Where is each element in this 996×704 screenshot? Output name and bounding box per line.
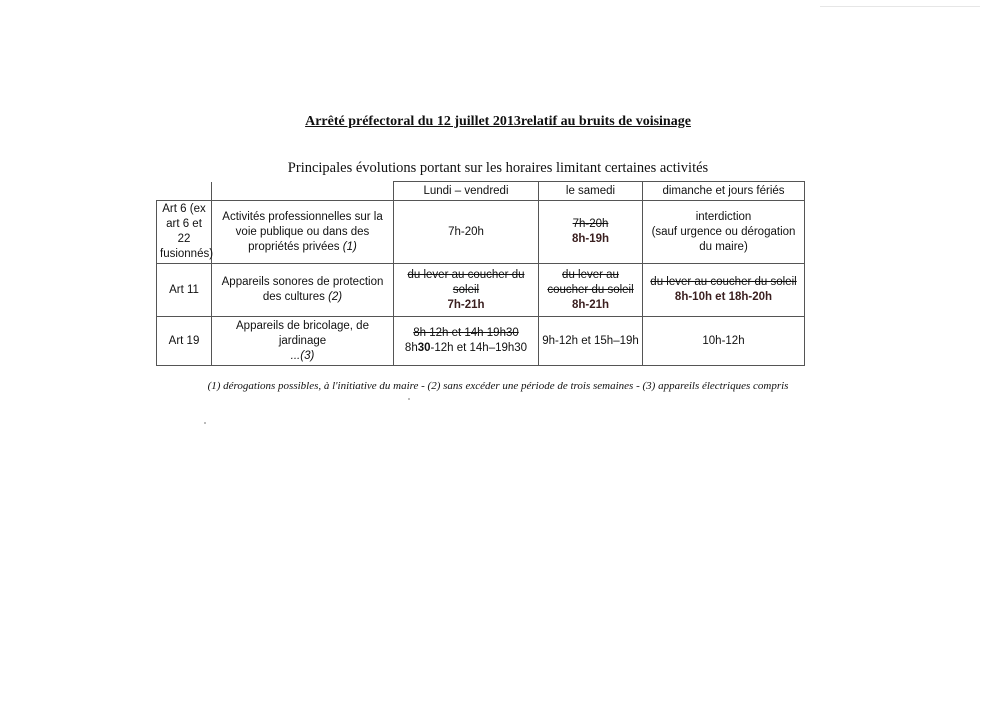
new-hours: 8h-21h	[571, 298, 610, 311]
sunday-hours	[643, 264, 805, 317]
activity-note: ...(3)	[290, 349, 315, 362]
activity-cell	[212, 264, 394, 317]
new-hours	[397, 341, 535, 356]
saturday-hours	[539, 264, 643, 317]
table-row	[157, 317, 805, 366]
activity-cell	[212, 201, 394, 264]
saturday-hours	[539, 201, 643, 264]
empty-header-cell	[212, 182, 394, 201]
weekday-hours	[394, 317, 539, 366]
hours-table	[156, 181, 805, 366]
new-hours: 8h-10h et 18h-20h	[674, 291, 773, 303]
scan-speck	[204, 422, 206, 424]
sunday-hours: 10h-12h	[643, 317, 805, 366]
table-row	[157, 201, 805, 264]
old-hours: du lever au coucher du soleil	[547, 268, 634, 296]
table-row	[157, 264, 805, 317]
header-weekday: Lundi – vendredi	[394, 182, 539, 201]
activity-text: Activités professionnelles sur la voie publique ou dans des propriétés privées	[222, 210, 383, 253]
empty-header-cell	[157, 182, 212, 201]
new-hours-start: 8h	[404, 342, 418, 354]
new-hours: 7h-21h	[447, 298, 485, 311]
header-sunday: dimanche et jours fériés	[643, 182, 805, 201]
header-saturday: le samedi	[539, 182, 643, 201]
old-hours: du lever au coucher du soleil	[407, 268, 525, 296]
weekday-hours	[394, 264, 539, 317]
document-title: Arrêté préfectoral du 12 juillet 2013relatif au bruits de voisinage	[305, 114, 691, 129]
article-cell: Art 11	[157, 264, 212, 317]
saturday-hours: 9h-12h et 15h–19h	[539, 317, 643, 366]
activity-note: (2)	[328, 291, 343, 303]
scan-artifact-line	[820, 6, 980, 7]
scan-speck	[408, 398, 410, 400]
activity-cell	[212, 317, 394, 366]
article-cell: Art 19	[157, 317, 212, 366]
activity-text: Appareils de bricolage, de jardinage	[236, 319, 369, 347]
new-hours-change: 30	[417, 342, 431, 354]
sunday-hours	[643, 201, 805, 264]
new-hours-rest: -12h et 14h–19h30	[430, 342, 528, 354]
new-hours: 8h-19h	[571, 233, 610, 245]
sunday-exception: (sauf urgence ou dérogation du maire)	[651, 225, 796, 253]
footnote: (1) dérogations possibles, à l'initiative du maire - (2) sans excéder une période de trois semaines - (3) appareils électriques compris	[207, 380, 789, 392]
old-hours: du lever au coucher du soleil	[650, 276, 797, 288]
sunday-rule: interdiction	[695, 210, 752, 223]
old-hours: 8h 12h et 14h 19h30	[413, 327, 519, 339]
article-cell: Art 6 (ex art 6 et 22 fusionnés)	[157, 201, 212, 264]
activity-text: Appareils sonores de protection des cultures	[221, 276, 384, 303]
table-header-row	[157, 182, 805, 201]
activity-note: (1)	[342, 240, 357, 253]
document-subtitle: Principales évolutions portant sur les horaires limitant certaines activités	[287, 160, 709, 176]
weekday-hours: 7h-20h	[394, 201, 539, 264]
old-hours: 7h-20h	[572, 218, 609, 230]
